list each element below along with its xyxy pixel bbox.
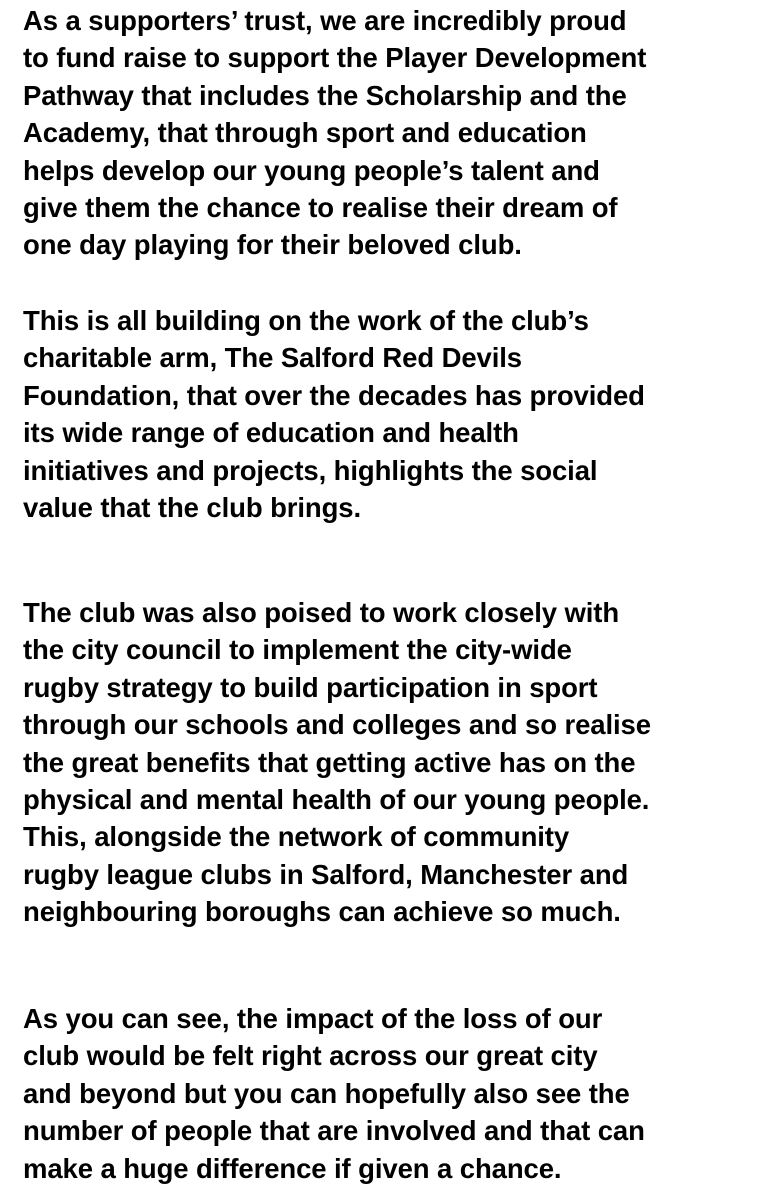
text-line: This, alongside the network of community bbox=[23, 821, 570, 853]
text-line: This is all building on the work of the club’s bbox=[23, 305, 589, 336]
text-line: to fund raise to support the Player Development bbox=[23, 42, 647, 74]
text-line: Pathway that includes the Scholarship and the bbox=[23, 79, 627, 111]
text-line: number of people that are involved and that can bbox=[23, 1115, 645, 1147]
paragraph-rugby-strategy bbox=[23, 594, 651, 931]
text-line: rugby league clubs in Salford, Manchester and bbox=[23, 858, 629, 890]
text-line: charitable arm, The Salford Red Devils bbox=[23, 342, 523, 374]
text-line: and beyond but you can hopefully also see the bbox=[23, 1077, 630, 1109]
text-line: As you can see, the impact of the loss of our bbox=[23, 1003, 603, 1034]
text-line: one day playing for their beloved club. bbox=[23, 229, 522, 261]
text-line: helps develop our young people’s talent and bbox=[23, 154, 600, 186]
text-line: Foundation, that over the decades has provided bbox=[23, 379, 645, 411]
text-line: its wide range of education and health bbox=[23, 417, 519, 449]
text-line: The club was also poised to work closely with bbox=[23, 597, 620, 628]
paragraph-supporters-trust bbox=[23, 2, 646, 264]
paragraph-foundation bbox=[23, 302, 645, 526]
text-line: the city council to implement the city-wide bbox=[23, 634, 572, 666]
text-line: As a supporters’ trust, we are incredibly proud bbox=[23, 5, 627, 36]
text-line: club would be felt right across our great city bbox=[23, 1040, 598, 1072]
text-line: physical and mental health of our young people. bbox=[23, 783, 650, 815]
text-line: value that the club brings. bbox=[23, 491, 362, 523]
text-line: Academy, that through sport and education bbox=[23, 117, 587, 149]
text-line: neighbouring boroughs can achieve so much. bbox=[23, 896, 621, 928]
text-line: make a huge difference if given a chance. bbox=[23, 1152, 562, 1184]
text-line: initiatives and projects, highlights the social bbox=[23, 454, 598, 486]
text-line: give them the chance to realise their dream of bbox=[23, 191, 618, 223]
text-line: through our schools and colleges and so realise bbox=[23, 709, 651, 741]
text-line: rugby strategy to build participation in sport bbox=[23, 671, 598, 703]
paragraph-impact bbox=[23, 1000, 645, 1187]
text-line: the great benefits that getting active has on the bbox=[23, 746, 636, 778]
